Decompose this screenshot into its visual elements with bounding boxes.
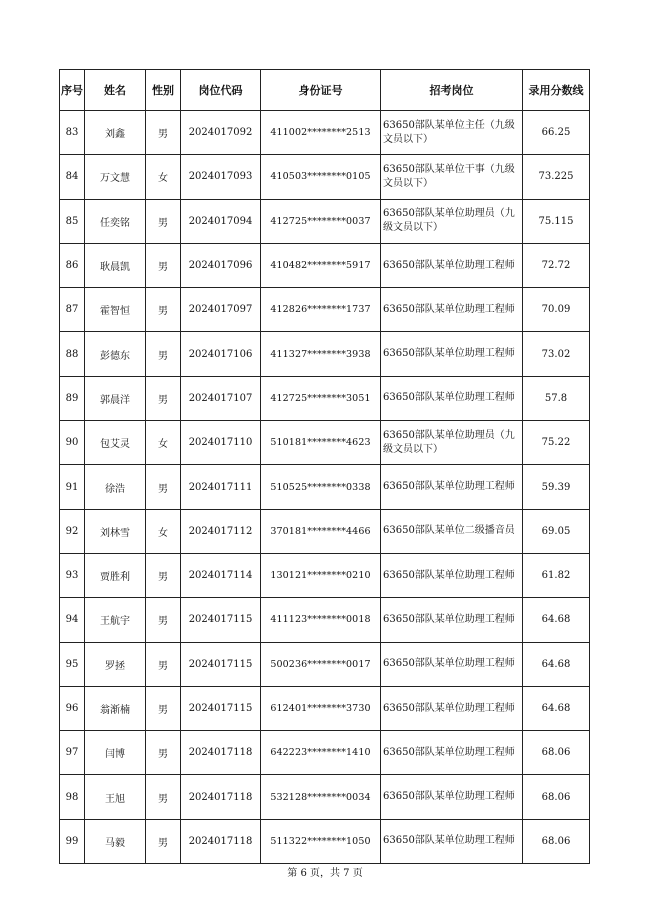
cell-no: 93 [60,553,85,597]
cell-score: 70.09 [523,288,590,332]
cell-score: 68.06 [523,775,590,819]
cell-gender: 女 [146,421,181,465]
cell-post: 63650部队某单位助理工程师 [381,819,523,863]
table-row [60,155,590,199]
header-post-code: 岗位代码 [181,70,261,111]
cell-post-code: 2024017094 [181,199,261,243]
cell-name: 任奕铭 [85,199,146,243]
cell-no: 84 [60,155,85,199]
cell-post: 63650部队某单位助理工程师 [381,332,523,376]
cell-id-number: 511322********1050 [261,819,381,863]
cell-id-number: 510525********0338 [261,465,381,509]
cell-id-number: 532128********0034 [261,775,381,819]
table-row [60,686,590,730]
cell-id-number: 642223********1410 [261,731,381,775]
cell-name: 王航宇 [85,598,146,642]
cell-name: 万文慧 [85,155,146,199]
cell-name: 罗拯 [85,642,146,686]
cell-post: 63650部队某单位助理工程师 [381,376,523,420]
cell-id-number: 612401********3730 [261,686,381,730]
cell-score: 66.25 [523,111,590,155]
cell-score: 72.72 [523,243,590,287]
cell-score: 59.39 [523,465,590,509]
table-row [60,111,590,155]
table-row [60,598,590,642]
cell-gender: 男 [146,642,181,686]
cell-name: 刘鑫 [85,111,146,155]
header-score: 录用分数线 [523,70,590,111]
cell-no: 99 [60,819,85,863]
results-sheet [59,69,589,864]
header-name: 姓名 [85,70,146,111]
cell-no: 86 [60,243,85,287]
cell-score: 68.06 [523,731,590,775]
cell-name: 贾胜利 [85,553,146,597]
cell-post: 63650部队某单位助理工程师 [381,642,523,686]
cell-name: 郭晨洋 [85,376,146,420]
table-row [60,243,590,287]
cell-no: 98 [60,775,85,819]
cell-name: 徐浩 [85,465,146,509]
cell-post: 63650部队某单位助理工程师 [381,775,523,819]
cell-post-code: 2024017118 [181,775,261,819]
cell-name: 霍智恒 [85,288,146,332]
cell-id-number: 410482********5917 [261,243,381,287]
cell-name: 闫博 [85,731,146,775]
cell-no: 87 [60,288,85,332]
cell-id-number: 370181********4466 [261,509,381,553]
cell-post: 63650部队某单位助理员（九级文员以下） [381,199,523,243]
cell-post: 63650部队某单位助理工程师 [381,465,523,509]
cell-post-code: 2024017118 [181,819,261,863]
cell-post: 63650部队某单位主任（九级文员以下） [381,111,523,155]
cell-no: 96 [60,686,85,730]
table-row [60,553,590,597]
cell-post-code: 2024017092 [181,111,261,155]
cell-name: 翁渐楠 [85,686,146,730]
cell-post: 63650部队某单位助理工程师 [381,553,523,597]
table-row [60,288,590,332]
cell-gender: 男 [146,199,181,243]
cell-id-number: 411002********2513 [261,111,381,155]
cell-no: 97 [60,731,85,775]
cell-gender: 男 [146,332,181,376]
cell-post-code: 2024017115 [181,642,261,686]
cell-gender: 男 [146,731,181,775]
cell-score: 73.02 [523,332,590,376]
table-header-row [60,70,590,111]
cell-id-number: 411123********0018 [261,598,381,642]
cell-no: 90 [60,421,85,465]
table-row [60,642,590,686]
table-row [60,509,590,553]
cell-post: 63650部队某单位助理工程师 [381,243,523,287]
results-table [59,69,590,864]
page-footer: 第 6 页，共 7 页 [287,868,363,879]
header-id-number: 身份证号 [261,70,381,111]
cell-post: 63650部队某单位助理工程师 [381,731,523,775]
header-post: 招考岗位 [381,70,523,111]
cell-post-code: 2024017093 [181,155,261,199]
cell-no: 91 [60,465,85,509]
cell-post: 63650部队某单位助理工程师 [381,686,523,730]
cell-name: 耿晨凯 [85,243,146,287]
cell-post-code: 2024017096 [181,243,261,287]
table-row [60,775,590,819]
cell-id-number: 412725********3051 [261,376,381,420]
cell-id-number: 410503********0105 [261,155,381,199]
cell-gender: 男 [146,819,181,863]
cell-gender: 男 [146,598,181,642]
cell-no: 94 [60,598,85,642]
cell-name: 彭德东 [85,332,146,376]
cell-gender: 女 [146,509,181,553]
cell-post-code: 2024017111 [181,465,261,509]
cell-gender: 男 [146,553,181,597]
cell-score: 64.68 [523,598,590,642]
cell-id-number: 412826********1737 [261,288,381,332]
cell-post-code: 2024017115 [181,686,261,730]
cell-id-number: 130121********0210 [261,553,381,597]
table-row [60,376,590,420]
cell-score: 64.68 [523,686,590,730]
cell-no: 95 [60,642,85,686]
cell-name: 马毅 [85,819,146,863]
header-gender: 性别 [146,70,181,111]
cell-gender: 男 [146,111,181,155]
cell-post-code: 2024017110 [181,421,261,465]
cell-id-number: 411327********3938 [261,332,381,376]
cell-name: 王旭 [85,775,146,819]
cell-gender: 男 [146,243,181,287]
cell-post-code: 2024017107 [181,376,261,420]
cell-gender: 女 [146,155,181,199]
cell-post-code: 2024017112 [181,509,261,553]
header-no: 序号 [60,70,85,111]
table-body [60,111,590,864]
cell-score: 75.22 [523,421,590,465]
table-row [60,819,590,863]
cell-post-code: 2024017115 [181,598,261,642]
cell-id-number: 510181********4623 [261,421,381,465]
cell-post: 63650部队某单位干事（九级文员以下） [381,155,523,199]
cell-post-code: 2024017106 [181,332,261,376]
cell-score: 75.115 [523,199,590,243]
cell-gender: 男 [146,775,181,819]
table-row [60,332,590,376]
cell-score: 69.05 [523,509,590,553]
cell-no: 88 [60,332,85,376]
cell-score: 57.8 [523,376,590,420]
cell-score: 64.68 [523,642,590,686]
cell-id-number: 500236********0017 [261,642,381,686]
cell-no: 85 [60,199,85,243]
table-row [60,199,590,243]
cell-name: 刘林雪 [85,509,146,553]
table-row [60,465,590,509]
cell-score: 73.225 [523,155,590,199]
cell-gender: 男 [146,288,181,332]
cell-no: 92 [60,509,85,553]
table-row [60,421,590,465]
cell-name: 包艾灵 [85,421,146,465]
cell-gender: 男 [146,465,181,509]
cell-gender: 男 [146,686,181,730]
cell-post: 63650部队某单位助理工程师 [381,598,523,642]
cell-post: 63650部队某单位助理员（九级文员以下） [381,421,523,465]
cell-gender: 男 [146,376,181,420]
cell-score: 68.06 [523,819,590,863]
cell-no: 83 [60,111,85,155]
cell-post: 63650部队某单位二级播音员 [381,509,523,553]
cell-no: 89 [60,376,85,420]
cell-score: 61.82 [523,553,590,597]
cell-post-code: 2024017118 [181,731,261,775]
cell-post-code: 2024017097 [181,288,261,332]
cell-id-number: 412725********0037 [261,199,381,243]
cell-post-code: 2024017114 [181,553,261,597]
table-row [60,731,590,775]
cell-post: 63650部队某单位助理工程师 [381,288,523,332]
